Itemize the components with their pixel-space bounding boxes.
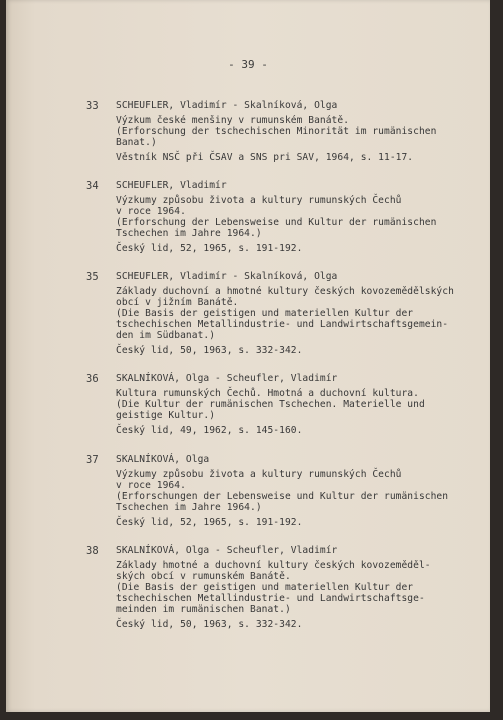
entry-title-line: tschechischen Metallindustrie- und Landwirtschaftsgemein- [116,319,449,330]
entry-title-line: v roce 1964. [116,480,186,491]
entry-title-line: Banat.) [116,137,157,148]
entry-author: SCHEUFLER, Vladimír - Skalníková, Olga [116,100,338,111]
entry-number: 33 [86,100,99,112]
page-number: - 39 - [228,58,268,71]
entry-title-line: (Die Basis der geistigen und materiellen Kultur der [116,582,414,593]
entry-number: 37 [86,454,99,466]
entry-body [116,545,476,630]
entry-title-line: geistige Kultur.) [116,410,216,421]
entry-title-line: Základy hmotné a duchovní kultury českých kovozeměděl- [116,560,431,571]
entry-source: Věstník NSČ při ČSAV a SNS pri SAV, 1964, s. 11-17. [116,152,414,163]
entry-body [116,454,476,528]
entry-author: SCHEUFLER, Vladimír [116,180,227,191]
entry-number: 35 [86,271,99,283]
entry-body [116,271,476,356]
entry-title-line: tschechischen Metallindustrie- und Landwirtschaftsge- [116,593,425,604]
entry-title-line: obcí v jižním Banátě. [116,297,239,308]
document-page [6,0,490,712]
entry-body [116,100,476,163]
entry-number: 38 [86,545,99,557]
entry-title-line: v roce 1964. [116,206,186,217]
entry-title-line: (Die Basis der geistigen und materiellen Kultur der [116,308,414,319]
entry-title-line: Tschechen im Jahre 1964.) [116,228,262,239]
entry-title-line: Výzkumy způsobu života a kultury rumunských Čechů [116,195,402,206]
entry-title-line: (Erforschungen der Lebensweise und Kultur der rumänischen [116,491,449,502]
entry-title-line: Výzkum české menšiny v rumunském Banátě. [116,115,350,126]
entry-title-line: Tschechen im Jahre 1964.) [116,502,262,513]
entry-title-line: (Die Kultur der rumänischen Tschechen. Materielle und [116,399,425,410]
entry-title-line: Základy duchovní a hmotné kultury českých kovozemědělských [116,286,454,297]
entry-author: SKALNÍKOVÁ, Olga - Scheufler, Vladimír [116,545,338,556]
entry-title-line: (Erforschung der tschechischen Minorität im rumänischen [116,126,437,137]
entry-source: Český lid, 50, 1963, s. 332-342. [116,345,303,356]
entry-title-line: ských obcí v rumunském Banátě. [116,571,291,582]
entry-number: 36 [86,373,99,385]
entry-source: Český lid, 50, 1963, s. 332-342. [116,619,303,630]
entry-body [116,180,476,254]
entry-author: SKALNÍKOVÁ, Olga - Scheufler, Vladimír [116,373,338,384]
entry-author: SCHEUFLER, Vladimír - Skalníková, Olga [116,271,338,282]
entry-source: Český lid, 52, 1965, s. 191-192. [116,243,303,254]
entry-source: Český lid, 52, 1965, s. 191-192. [116,517,303,528]
entry-author: SKALNÍKOVÁ, Olga [116,454,210,465]
entry-title-line: meinden im rumänischen Banat.) [116,604,291,615]
entry-title-line: den im Südbanat.) [116,330,216,341]
entry-body [116,373,476,436]
entry-title-line: (Erforschung der Lebensweise und Kultur der rumänischen [116,217,437,228]
entry-title-line: Kultura rumunských Čechů. Hmotná a duchovní kultura. [116,388,419,399]
entry-source: Český lid, 49, 1962, s. 145-160. [116,425,303,436]
entry-title-line: Výzkumy způsobu života a kultury rumunských Čechů [116,469,402,480]
entry-number: 34 [86,180,99,192]
